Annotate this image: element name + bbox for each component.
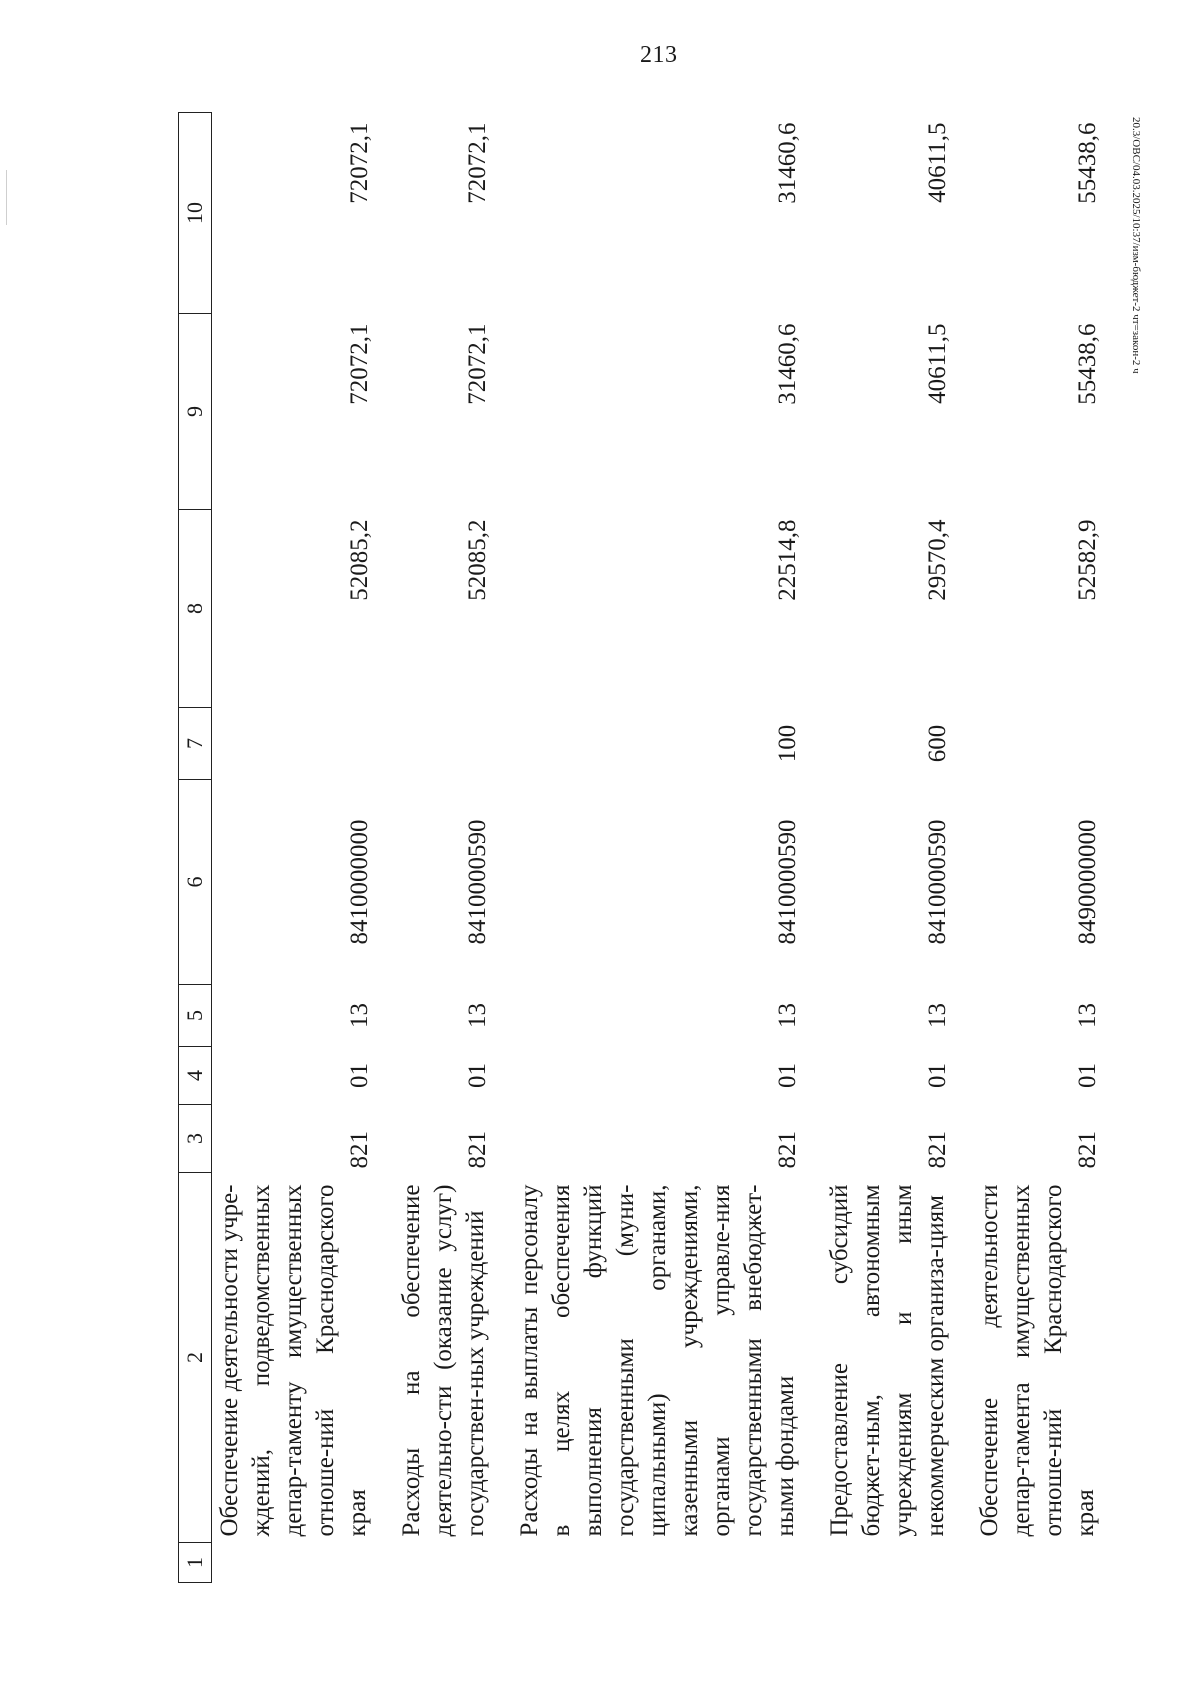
row-code-target: 8490000000 (1074, 819, 1101, 945)
table-row (802, 113, 952, 1583)
header-col-10: 10 (179, 113, 212, 314)
row-code-admin: 821 (924, 1131, 951, 1169)
row-code-target: 8410000590 (774, 819, 801, 945)
row-code-subsection: 13 (774, 1003, 801, 1028)
header-col-3: 3 (179, 1105, 212, 1173)
row-code-target: 8410000000 (346, 819, 373, 945)
table-row (952, 113, 1102, 1583)
row-amount-col9: 31460,6 (774, 323, 801, 405)
row-code-admin: 821 (1074, 1131, 1101, 1169)
scan-margin-mark (6, 170, 7, 225)
row-amount-col8: 52085,2 (346, 519, 373, 601)
row-code-section: 01 (924, 1063, 951, 1088)
row-amount-col10: 72072,1 (346, 122, 373, 204)
row-code-expense-type: 600 (924, 724, 951, 763)
table-row (492, 113, 802, 1583)
row-code-subsection: 13 (1074, 1003, 1101, 1028)
header-col-6: 6 (179, 780, 212, 985)
budget-table (178, 112, 1102, 1583)
header-col-8: 8 (179, 510, 212, 708)
row-code-target: 8410000590 (924, 819, 951, 945)
row-code-target: 8410000590 (464, 819, 491, 945)
row-amount-col10: 55438,6 (1074, 122, 1101, 204)
row-code-expense-type (952, 708, 1102, 780)
row-code-section: 01 (346, 1063, 373, 1088)
row-code-subsection: 13 (346, 1003, 373, 1028)
header-col-1: 1 (179, 1543, 212, 1583)
row-description: Обеспечение деятельности депар-тамента имущественных отноше-ний Краснодарского края (976, 1184, 1099, 1537)
row-code-admin: 821 (464, 1131, 491, 1169)
header-col-7: 7 (179, 708, 212, 780)
header-col-2: 2 (179, 1173, 212, 1543)
row-description: Расходы на обеспечение деятельно-сти (оказание услуг) государствен-ных учреждений (398, 1184, 489, 1537)
footer-document-code: 20.3/ОВС/04.03.2025/10:37/изм-бюджет-2 чт=закон-2 ч (1130, 117, 1142, 374)
row-amount-col9: 55438,6 (1074, 323, 1101, 405)
row-code-section: 01 (464, 1063, 491, 1088)
row-code-admin: 821 (774, 1131, 801, 1169)
row-code-expense-type (212, 708, 375, 780)
row-amount-col8: 52582,9 (1074, 519, 1101, 601)
row-amount-col9: 72072,1 (464, 323, 491, 405)
row-code-expense-type (374, 708, 492, 780)
row-amount-col8: 52085,2 (464, 519, 491, 601)
row-code-subsection: 13 (464, 1003, 491, 1028)
page-number: 213 (640, 42, 678, 68)
row-code-admin: 821 (346, 1131, 373, 1169)
row-amount-col10: 31460,6 (774, 122, 801, 204)
header-col-4: 4 (179, 1047, 212, 1105)
table-header-row (179, 113, 212, 1583)
row-code-expense-type: 100 (774, 724, 801, 763)
table-row (212, 113, 375, 1583)
row-code-subsection: 13 (924, 1003, 951, 1028)
row-description: Предоставление субсидий бюджет-ным, автономным учреждениям и иным некоммерческим организа-циям (826, 1184, 949, 1537)
row-amount-col10: 72072,1 (464, 122, 491, 204)
row-code-section: 01 (774, 1063, 801, 1088)
row-description: Обеспечение деятельности учре-ждений, подведомственных депар-таменту имущественных отноше-ний Краснодарского края (216, 1184, 371, 1537)
budget-table-rotated (178, 113, 1101, 1583)
row-amount-col8: 29570,4 (924, 519, 951, 601)
header-col-5: 5 (179, 985, 212, 1047)
table-row (374, 113, 492, 1583)
header-col-9: 9 (179, 314, 212, 510)
row-amount-col8: 22514,8 (774, 519, 801, 601)
row-description: Расходы на выплаты персоналу в целях обеспечения выполнения функций государственными (муни-ципальными) органами, казенными учреждениями, органами управле-ния государственными внебюджет-ными фондами (516, 1184, 799, 1537)
row-amount-col10: 40611,5 (924, 122, 951, 203)
row-code-section: 01 (1074, 1063, 1101, 1088)
row-amount-col9: 40611,5 (924, 323, 951, 404)
row-amount-col9: 72072,1 (346, 323, 373, 405)
